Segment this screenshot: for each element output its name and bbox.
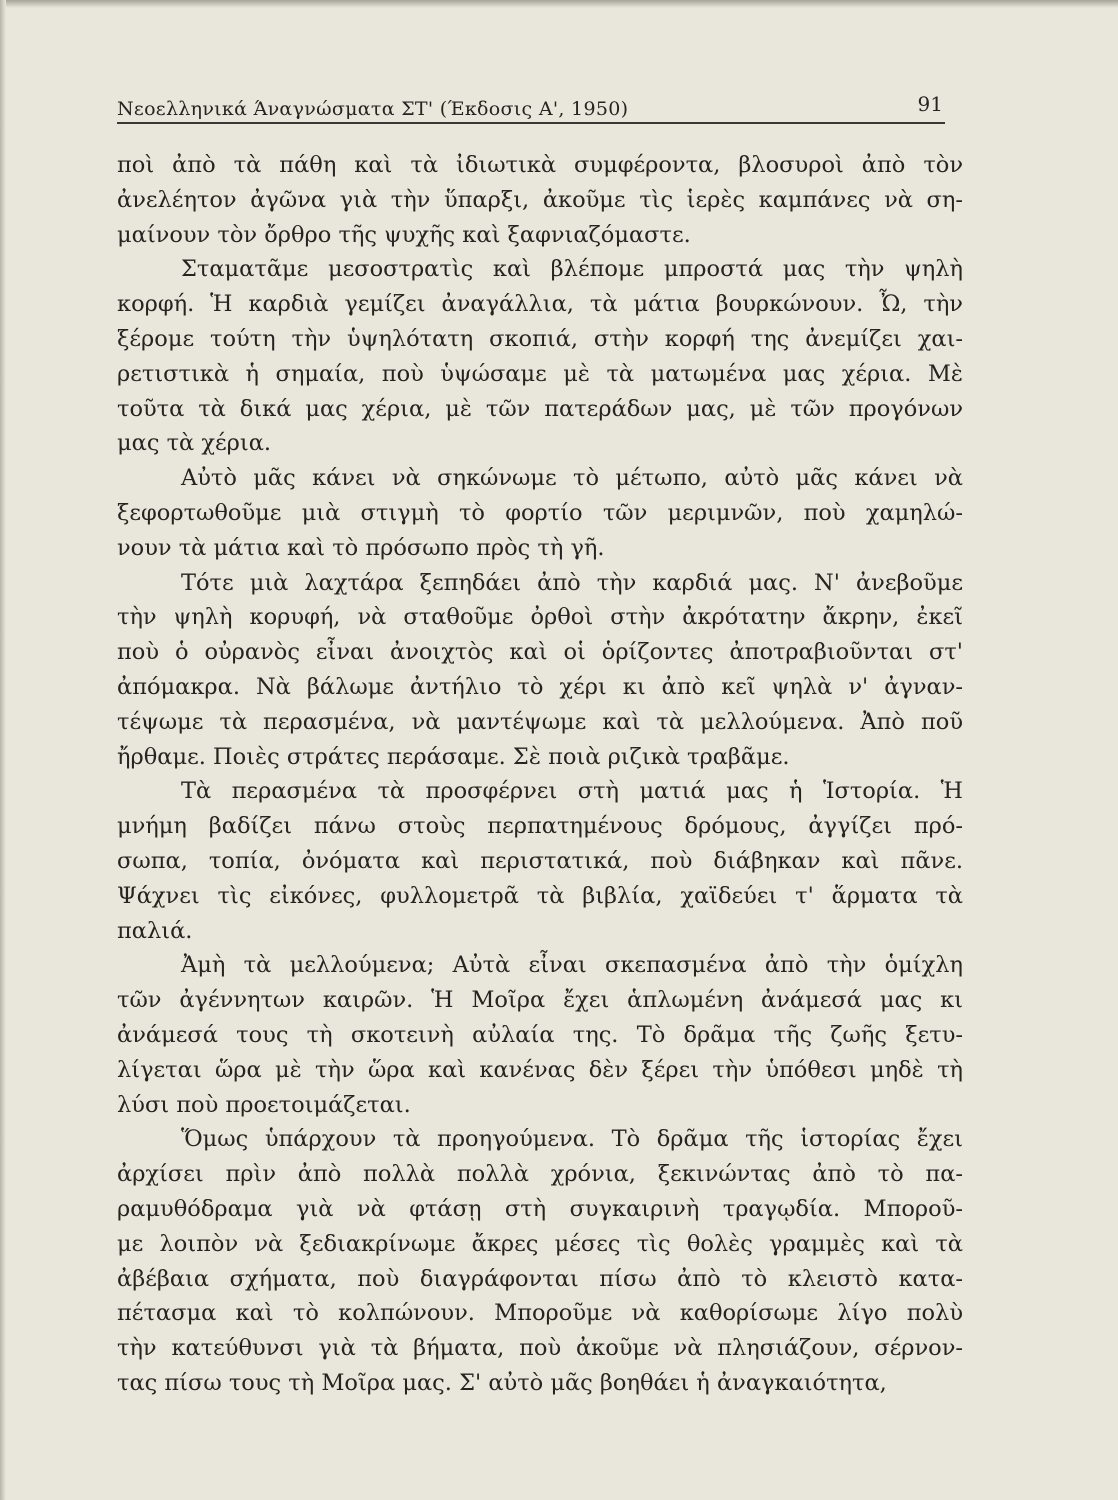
text-line: ἀνάμεσά τους τὴ σκοτεινὴ αὐλαία της. Τὸ δρᾶμα τῆς ζωῆς ξετυ- bbox=[117, 1021, 963, 1048]
text-line: λίγεται ὥρα μὲ τὴν ὥρα καὶ κανένας δὲν ξέρει τὴν ὑπόθεσι μηδὲ τὴ bbox=[117, 1056, 963, 1083]
body-text bbox=[117, 148, 963, 1401]
text-line: Σταματᾶμε μεσοστρατὶς καὶ βλέπομε μπροστά μας τὴν ψηλὴ bbox=[181, 256, 963, 283]
paragraph bbox=[117, 948, 963, 1122]
text-line: κορφή. Ἡ καρδιὰ γεμίζει ἀναγάλλια, τὰ μάτια βουρκώνουν. Ὦ, τὴν bbox=[117, 291, 963, 318]
text-line: ραμυθόδραμα γιὰ νὰ φτάσῃ στὴ συγκαιρινὴ τραγῳδία. Μποροῦ- bbox=[117, 1195, 963, 1222]
page-number: 91 bbox=[917, 92, 943, 116]
text-line: τῶν ἀγέννητων καιρῶν. Ἡ Μοῖρα ἔχει ἁπλωμένη ἀνάμεσά μας κι bbox=[117, 987, 963, 1014]
text-line: λύσι ποὺ προετοιμάζεται. bbox=[117, 1091, 411, 1118]
paragraph bbox=[117, 461, 963, 565]
text-line: μνήμη βαδίζει πάνω στοὺς περπατημένους δρόμους, ἀγγίζει πρό- bbox=[117, 813, 963, 840]
text-line: Τὰ περασμένα τὰ προσφέρνει στὴ ματιά μας ἡ Ἱστορία. Ἡ bbox=[181, 778, 963, 805]
header-rule bbox=[117, 122, 945, 124]
text-line: τὴν ψηλὴ κορυφή, νὰ σταθοῦμε ὀρθοὶ στὴν ἀκρότατην ἄκρην, ἐκεῖ bbox=[117, 604, 963, 631]
text-line: με λοιπὸν νὰ ξεδιακρίνωμε ἄκρες μέσες τὶς θολὲς γραμμὲς καὶ τὰ bbox=[117, 1230, 963, 1257]
page-left-edge bbox=[0, 0, 6, 1500]
text-line: ἀρχίσει πρὶν ἀπὸ πολλὰ πολλὰ χρόνια, ξεκινώντας ἀπὸ τὸ πα- bbox=[117, 1161, 963, 1188]
running-header bbox=[117, 92, 945, 124]
text-line: Αὐτὸ μᾶς κάνει νὰ σηκώνωμε τὸ μέτωπο, αὐτὸ μᾶς κάνει νὰ bbox=[181, 465, 963, 492]
text-line: Ἀμὴ τὰ μελλούμενα; Αὐτὰ εἶναι σκεπασμένα ἀπὸ τὴν ὁμίχλη bbox=[181, 952, 963, 979]
text-line: τέψωμε τὰ περασμένα, νὰ μαντέψωμε καὶ τὰ μελλούμενα. Ἀπὸ ποῦ bbox=[117, 708, 963, 735]
paragraph bbox=[117, 1122, 963, 1400]
text-line: μαίνουν τὸν ὄρθρο τῆς ψυχῆς καὶ ξαφνιαζόμαστε. bbox=[117, 221, 691, 248]
paragraph bbox=[117, 252, 963, 461]
text-line: τὴν κατεύθυνσι γιὰ τὰ βήματα, ποὺ ἀκοῦμε νὰ πλησιάζουν, σέρνον- bbox=[117, 1335, 963, 1362]
text-line: ποὺ ὁ οὐρανὸς εἶναι ἀνοιχτὸς καὶ οἱ ὁρίζοντες ἀποτραβιοῦνται στ' bbox=[117, 639, 963, 666]
text-line: ἤρθαμε. Ποιὲς στράτες περάσαμε. Σὲ ποιὰ ριζικὰ τραβᾶμε. bbox=[117, 743, 790, 770]
paragraph bbox=[117, 774, 963, 948]
paragraph bbox=[117, 566, 963, 775]
text-line: ἀνελέητον ἀγῶνα γιὰ τὴν ὕπαρξι, ἀκοῦμε τὶς ἱερὲς καμπάνες νὰ ση- bbox=[117, 186, 963, 213]
text-line: ἀπόμακρα. Νὰ βάλωμε ἀντήλιο τὸ χέρι κι ἀπὸ κεῖ ψηλὰ ν' ἀγναν- bbox=[117, 673, 963, 700]
text-line: Τότε μιὰ λαχτάρα ξεπηδάει ἀπὸ τὴν καρδιά μας. Ν' ἀνεβοῦμε bbox=[181, 569, 963, 596]
paragraph bbox=[117, 148, 963, 252]
text-line: ξεφορτωθοῦμε μιὰ στιγμὴ τὸ φορτίο τῶν μεριμνῶν, ποὺ χαμηλώ- bbox=[117, 499, 963, 526]
text-line: μας τὰ χέρια. bbox=[117, 430, 272, 457]
page-top-edge bbox=[0, 0, 1118, 8]
text-line: παλιά. bbox=[117, 917, 193, 944]
text-line: ἀβέβαια σχήματα, ποὺ διαγράφονται πίσω ἀπὸ τὸ κλειστὸ κατα- bbox=[117, 1265, 963, 1292]
text-line: ποὶ ἀπὸ τὰ πάθη καὶ τὰ ἰδιωτικὰ συμφέροντα, βλοσυροὶ ἀπὸ τὸν bbox=[117, 152, 963, 178]
text-line: τοῦτα τὰ δικά μας χέρια, μὲ τῶν πατεράδων μας, μὲ τῶν προγόνων bbox=[117, 395, 963, 422]
text-line: νουν τὰ μάτια καὶ τὸ πρόσωπο πρὸς τὴ γῆ. bbox=[117, 534, 605, 561]
text-line: τας πίσω τους τὴ Μοῖρα μας. Σ' αὐτὸ μᾶς βοηθάει ἡ ἀναγκαιότητα, bbox=[117, 1369, 887, 1396]
text-line: πέτασμα καὶ τὸ κολπώνουν. Μποροῦμε νὰ καθορίσωμε λίγο πολὺ bbox=[117, 1300, 963, 1327]
text-line: Ὅμως ὑπάρχουν τὰ προηγούμενα. Τὸ δρᾶμα τῆς ἱστορίας ἔχει bbox=[181, 1126, 963, 1153]
text-line: Ψάχνει τὶς εἰκόνες, φυλλομετρᾶ τὰ βιβλία, χαϊδεύει τ' ἅρματα τὰ bbox=[117, 882, 963, 909]
text-line: ξέρομε τούτη τὴν ὑψηλότατη σκοπιά, στὴν κορφή της ἀνεμίζει χαι- bbox=[117, 325, 963, 352]
running-header-title: Νεοελληνικά Άναγνώσματα ΣΤ' (Έκδοσις Α', 1950) bbox=[117, 98, 629, 120]
text-line: ρετιστικὰ ἡ σημαία, ποὺ ὑψώσαμε μὲ τὰ ματωμένα μας χέρια. Μὲ bbox=[117, 360, 963, 387]
text-line: σωπα, τοπία, ὀνόματα καὶ περιστατικά, ποὺ διάβηκαν καὶ πᾶνε. bbox=[117, 847, 963, 874]
